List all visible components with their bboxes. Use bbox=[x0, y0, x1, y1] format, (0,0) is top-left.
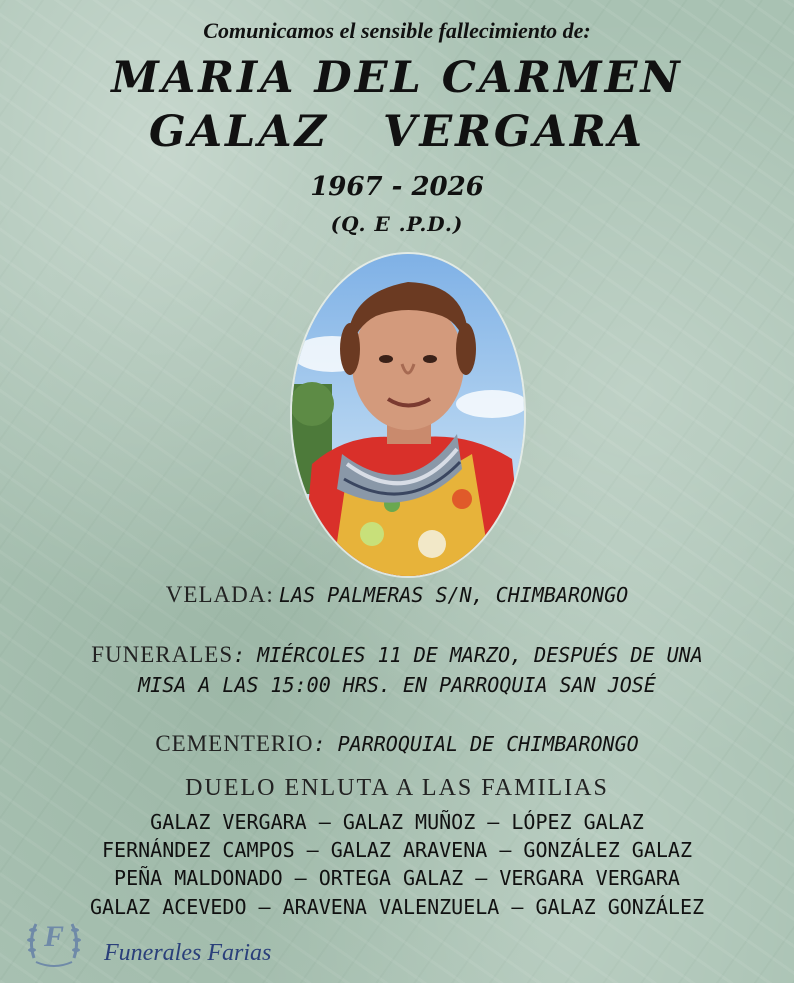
velada-label: VELADA: bbox=[165, 582, 274, 607]
family-line: PEÑA MALDONADO – ORTEGA GALAZ – VERGARA VERGARA bbox=[114, 866, 680, 890]
funerales-value-line1: : MIÉRCOLES 11 DE MARZO, DESPUÉS DE UNA bbox=[233, 643, 703, 667]
deceased-name-line1: MARIA DEL CARMEN bbox=[111, 53, 683, 103]
qepd-text: (Q. E .P.D.) bbox=[330, 212, 464, 236]
velada-line bbox=[0, 580, 794, 610]
velada-value: LAS PALMERAS S/N, CHIMBARONGO bbox=[278, 583, 629, 607]
portrait-photo bbox=[292, 254, 524, 576]
cementerio-line bbox=[0, 729, 794, 759]
cementerio-label: CEMENTERIO bbox=[155, 731, 314, 756]
family-line: FERNÁNDEZ CAMPOS – GALAZ ARAVENA – GONZÁLEZ GALAZ bbox=[101, 838, 692, 862]
deceased-name-line2: GALAZ VERGARA bbox=[148, 107, 646, 157]
family-line: GALAZ ACEVEDO – ARAVENA VALENZUELA – GALAZ GONZÁLEZ bbox=[89, 895, 705, 919]
family-line: GALAZ VERGARA – GALAZ MUÑOZ – LÓPEZ GALAZ bbox=[150, 810, 644, 834]
funerales-value-line2: MISA A LAS 15:00 HRS. EN PARROQUIA SAN JOSÉ bbox=[138, 673, 656, 697]
funeral-home-logo bbox=[22, 910, 86, 974]
cementerio-value: : PARROQUIAL DE CHIMBARONGO bbox=[313, 732, 639, 756]
logo-letter: F bbox=[43, 920, 64, 953]
funerales-label: FUNERALES bbox=[91, 642, 234, 667]
life-years: 1967 - 2026 bbox=[310, 172, 484, 202]
families-heading: DUELO ENLUTA A LAS FAMILIAS bbox=[185, 775, 609, 801]
intro-text: Comunicamos el sensible fallecimiento de: bbox=[203, 18, 591, 43]
funeral-home-name: Funerales Farias bbox=[104, 940, 272, 966]
funerales-line bbox=[0, 640, 794, 700]
